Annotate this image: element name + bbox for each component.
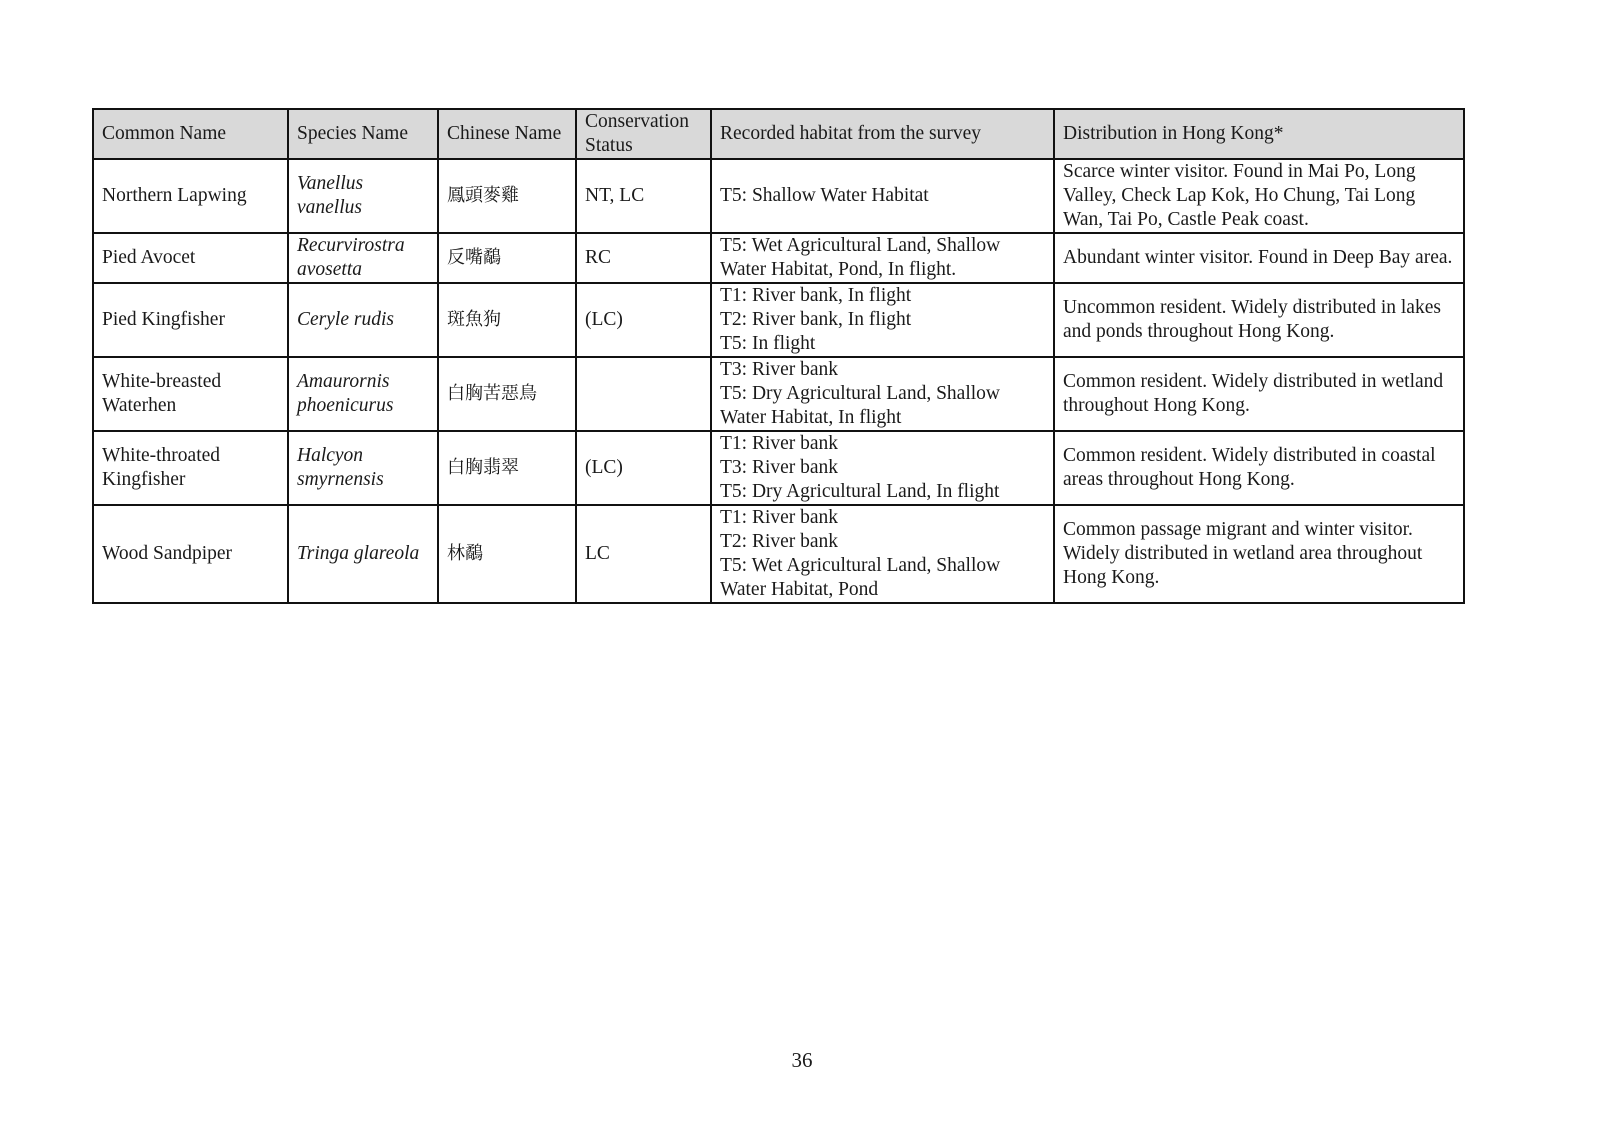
cell-chinese-name: 反嘴鷸 <box>438 233 576 283</box>
cell-recorded-habitat <box>711 505 1054 603</box>
cell-species-name: Tringa glareola <box>288 505 438 603</box>
cell-recorded-habitat <box>711 431 1054 505</box>
cell-distribution: Scarce winter visitor. Found in Mai Po, Long Valley, Check Lap Kok, Ho Chung, Tai Long Wan, Tai Po, Castle Peak coast. <box>1054 159 1464 233</box>
cell-conservation-status: (LC) <box>576 283 711 357</box>
cell-chinese-name: 鳳頭麥雞 <box>438 159 576 233</box>
cell-chinese-name: 林鷸 <box>438 505 576 603</box>
habitat-line: T5: Dry Agricultural Land, Shallow Water Habitat, In flight <box>720 383 1000 428</box>
cell-conservation-status: NT, LC <box>576 159 711 233</box>
cell-distribution: Abundant winter visitor. Found in Deep Bay area. <box>1054 233 1464 283</box>
habitat-line: T3: River bank <box>720 359 839 380</box>
header-common-name: Common Name <box>93 109 288 159</box>
header-distribution: Distribution in Hong Kong* <box>1054 109 1464 159</box>
cell-species-name: Halcyon smyrnensis <box>288 431 438 505</box>
cell-recorded-habitat <box>711 233 1054 283</box>
habitat-line: T3: River bank <box>720 457 839 478</box>
cell-conservation-status: RC <box>576 233 711 283</box>
cell-species-name: Vanellus vanellus <box>288 159 438 233</box>
cell-chinese-name: 斑魚狗 <box>438 283 576 357</box>
cell-distribution: Common resident. Widely distributed in coastal areas throughout Hong Kong. <box>1054 431 1464 505</box>
habitat-line: T5: In flight <box>720 333 816 354</box>
cell-species-name: Recurvirostra avosetta <box>288 233 438 283</box>
cell-common-name: Wood Sandpiper <box>93 505 288 603</box>
table-row <box>93 357 1464 431</box>
cell-distribution: Common passage migrant and winter visitor. Widely distributed in wetland area throughout Hong Kong. <box>1054 505 1464 603</box>
cell-common-name: Pied Avocet <box>93 233 288 283</box>
habitat-line: T5: Shallow Water Habitat <box>720 185 929 206</box>
cell-species-name: Ceryle rudis <box>288 283 438 357</box>
table-row <box>93 233 1464 283</box>
cell-common-name: White-breasted Waterhen <box>93 357 288 431</box>
table-row <box>93 159 1464 233</box>
habitat-line: T1: River bank, In flight <box>720 285 912 306</box>
bird-species-table <box>92 108 1465 604</box>
cell-recorded-habitat <box>711 357 1054 431</box>
table-header-row <box>93 109 1464 159</box>
habitat-line: T5: Dry Agricultural Land, In flight <box>720 481 1000 502</box>
header-conservation-status: Conservation Status <box>576 109 711 159</box>
cell-recorded-habitat <box>711 283 1054 357</box>
cell-distribution: Uncommon resident. Widely distributed in lakes and ponds throughout Hong Kong. <box>1054 283 1464 357</box>
habitat-line: T5: Wet Agricultural Land, Shallow Water Habitat, Pond, In flight. <box>720 235 1001 280</box>
header-chinese-name: Chinese Name <box>438 109 576 159</box>
cell-conservation-status: (LC) <box>576 431 711 505</box>
habitat-line: T1: River bank <box>720 433 839 454</box>
cell-distribution: Common resident. Widely distributed in wetland throughout Hong Kong. <box>1054 357 1464 431</box>
cell-common-name: White-throated Kingfisher <box>93 431 288 505</box>
habitat-line: T2: River bank <box>720 531 839 552</box>
table-row <box>93 283 1464 357</box>
cell-common-name: Pied Kingfisher <box>93 283 288 357</box>
header-species-name: Species Name <box>288 109 438 159</box>
cell-chinese-name: 白胸苦惡鳥 <box>438 357 576 431</box>
cell-chinese-name: 白胸翡翠 <box>438 431 576 505</box>
header-recorded-habitat: Recorded habitat from the survey <box>711 109 1054 159</box>
cell-common-name: Northern Lapwing <box>93 159 288 233</box>
table-row <box>93 431 1464 505</box>
cell-species-name: Amaurornis phoenicurus <box>288 357 438 431</box>
page-number: 36 <box>791 1048 813 1072</box>
habitat-line: T5: Wet Agricultural Land, Shallow Water Habitat, Pond <box>720 555 1001 600</box>
table-row <box>93 505 1464 603</box>
habitat-line: T1: River bank <box>720 507 839 528</box>
cell-recorded-habitat <box>711 159 1054 233</box>
cell-conservation-status <box>576 357 711 431</box>
habitat-line: T2: River bank, In flight <box>720 309 912 330</box>
cell-conservation-status: LC <box>576 505 711 603</box>
bird-species-table-container <box>92 108 1465 604</box>
